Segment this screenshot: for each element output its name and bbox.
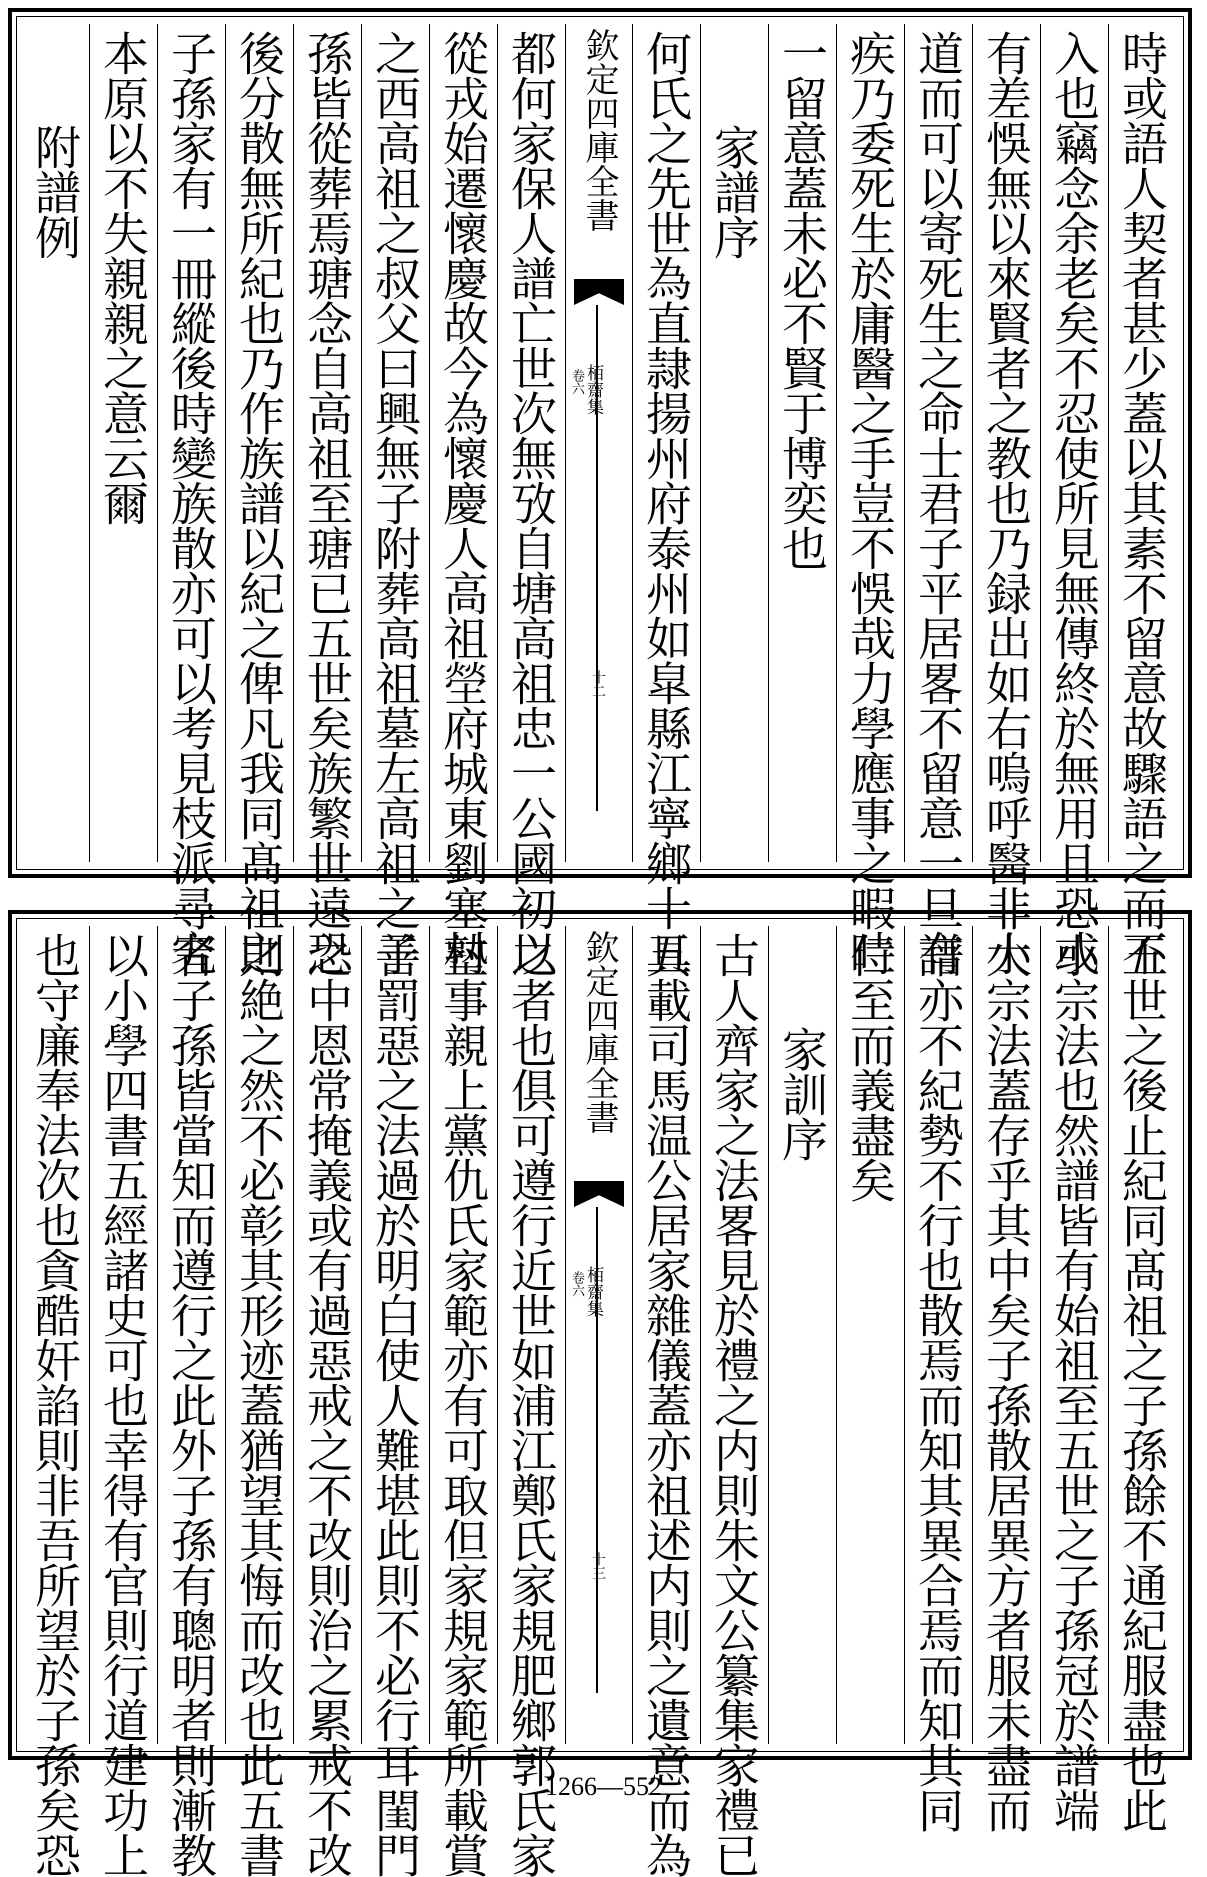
column-text: 以小學四書五經諸史可也幸得有官則行道建功上 [96, 932, 150, 1877]
center-title: 欽定四庫全書 [579, 930, 619, 1134]
top-page-frame [8, 8, 1192, 975]
section-heading: 家譜序 [707, 124, 761, 259]
column-text: 之中恩常掩義或有過惡戒之不改則治之累戒不改 [300, 932, 354, 1877]
text-column [21, 24, 89, 862]
column-text: 道而可以寄死生之命士君子平居畧不留意一旦有 [911, 30, 965, 975]
text-column [1108, 926, 1176, 1832]
text-column [157, 24, 225, 975]
top-text-columns [24, 24, 1176, 975]
column-text: 古人齊家之法畧見於禮之内則朱文公纂集家禮已 [707, 932, 761, 1877]
column-text: 從戎始遷懷慶故今為懷慶人高祖塋府城東劉塞村 [436, 30, 490, 975]
center-title: 欽定四庫全書 [579, 28, 619, 232]
text-column [293, 24, 361, 975]
center-book-title: 栢齋集 [583, 364, 603, 415]
column-text: 大宗法蓋存乎其中矣子孫散居異方者服未盡而 [979, 932, 1033, 1832]
column-text: 仁至而義盡矣 [843, 932, 897, 1202]
column-text: 者子孫皆當知而遵行之此外子孫有聰明者則漸教 [164, 932, 218, 1877]
text-column [700, 24, 768, 862]
column-text: 有差悞無以來賢者之教也乃録出如右嗚呼醫非小 [979, 30, 1033, 975]
column-text: 後分散無所紀也乃作族譜以紀之俾凡我同髙祖之 [232, 30, 286, 975]
section-heading: 附譜例 [28, 124, 82, 259]
text-column [700, 926, 768, 1877]
text-column [293, 926, 361, 1877]
text-column [497, 926, 565, 1877]
column-text: 子孫家有一冊縱後時變族散亦可以考見枝派尋究 [164, 30, 218, 975]
text-column [429, 926, 497, 1877]
column-text: 孫皆從葬焉瑭念自高祖至瑭已五世矣族繁世遠恐 [300, 30, 354, 975]
text-column [768, 926, 836, 1744]
column-text: 都何家保人譜亡世次無攷自塘高祖忠一公國初以 [504, 30, 558, 975]
text-column [836, 24, 904, 975]
center-juan: 卷六 [569, 1271, 584, 1297]
column-text: 何氏之先世為直隷揚州府泰州如皐縣江寧鄉十五 [639, 30, 693, 975]
footer-page-number: 1266—552 [545, 1772, 662, 1801]
center-page-number: 十二 [590, 670, 606, 698]
fish-tail-mark-icon [574, 1181, 624, 1207]
text-column [972, 926, 1040, 1832]
center-page-number: 十三 [590, 1552, 606, 1580]
text-column [904, 24, 972, 975]
text-column [89, 24, 157, 862]
center-gutter [565, 926, 632, 1744]
text-column [1040, 926, 1108, 1832]
text-column [225, 926, 293, 1877]
center-juan: 卷六 [569, 369, 584, 395]
column-text: 之西高祖之叔父曰興無子附葬高祖墓左高祖之子 [368, 30, 422, 975]
column-text: 之者也俱可遵行近世如浦江鄭氏家規肥鄉郭氏家 [504, 932, 558, 1877]
column-text: 本原以不失親親之意云爾 [96, 30, 150, 525]
text-column [361, 926, 429, 1877]
text-column [497, 24, 565, 975]
text-column [21, 926, 89, 1877]
text-column [1108, 24, 1176, 975]
text-column [225, 24, 293, 975]
column-text: 譜亦不紀勢不行也散焉而知其異合焉而知其同 [911, 932, 965, 1832]
fish-tail-mark-icon [574, 279, 624, 305]
center-gutter [565, 24, 632, 862]
center-book-title: 栢齋集 [583, 1266, 603, 1317]
column-text: 時或語人契者甚少蓋以其素不留意故驟語之而不 [1115, 30, 1169, 975]
column-text: 則絶之然不必彰其形迹蓋猶望其悔而改也此五書 [232, 932, 286, 1877]
column-text: 具載司馬温公居家雜儀蓋亦祖述内則之遺意而為 [639, 932, 693, 1877]
column-text: 入也竊念余老矣不忍使所見無傳終於無用且恐或 [1047, 30, 1101, 975]
text-column [1040, 24, 1108, 975]
column-text: 善罰惡之法過於明白使人難堪此則不必行耳閨門 [368, 932, 422, 1877]
column-text: 一留意蓋未必不賢于博奕也 [775, 30, 829, 570]
text-column [157, 926, 225, 1877]
text-column [89, 926, 157, 1877]
column-text: 小宗法也然譜皆有始祖至五世之子孫冠於譜端 [1047, 932, 1101, 1832]
text-column [768, 24, 836, 862]
text-column [429, 24, 497, 975]
column-text: 也守廉奉法次也貪酷奸諂則非吾所望於子孫矣恐 [28, 932, 82, 1877]
text-column [632, 926, 700, 1877]
text-column [904, 926, 972, 1832]
text-column [361, 24, 429, 975]
text-column [972, 24, 1040, 975]
section-heading: 家訓序 [775, 1026, 829, 1161]
column-text: 疾乃委死生於庸醫之手豈不悞哉力學應事之暇時 [843, 30, 897, 975]
column-text: 五世之後止紀同髙祖之子孫餘不通紀服盡也此 [1115, 932, 1169, 1832]
text-column [632, 24, 700, 975]
column-text: 塾事親上黨仇氏家範亦有可取但家規家範所載賞 [436, 932, 490, 1877]
text-column [836, 926, 904, 1744]
